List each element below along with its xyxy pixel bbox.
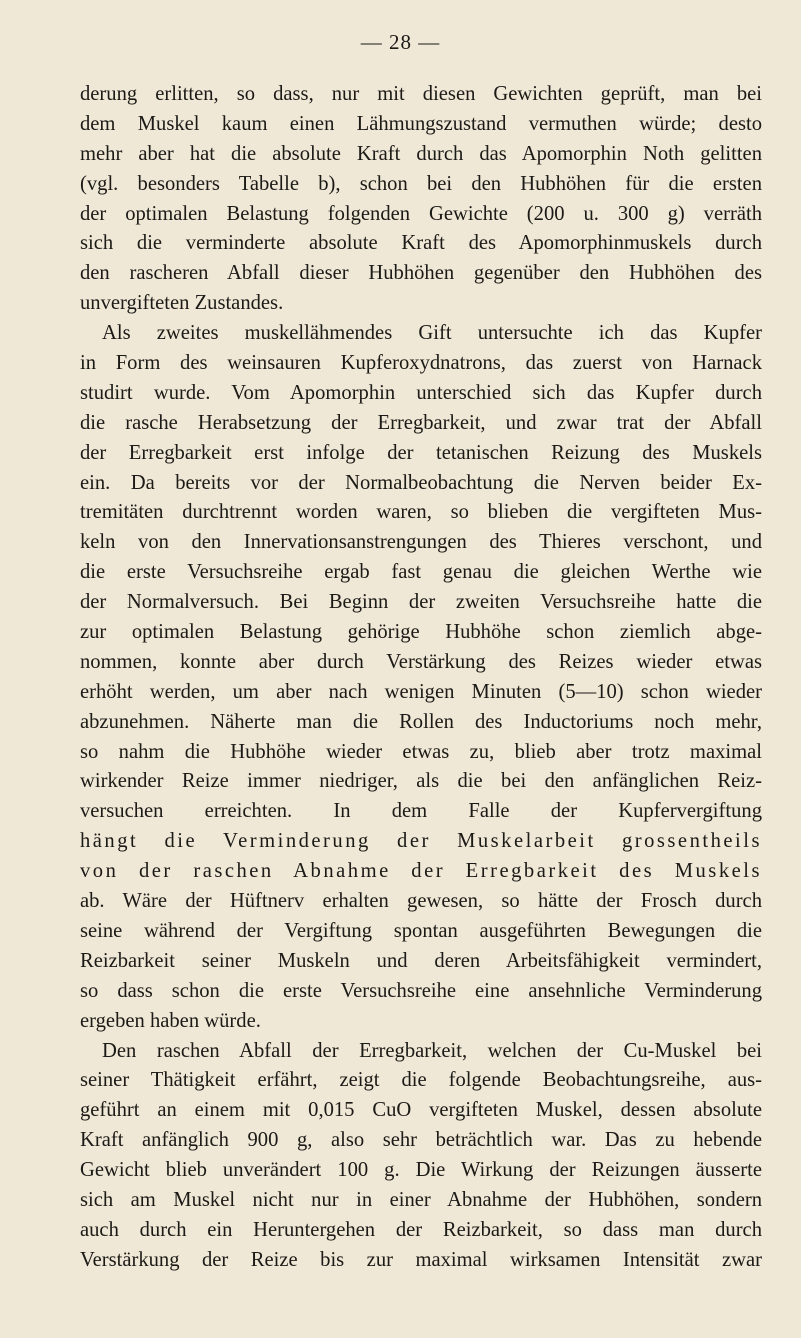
text-line: so dass schon die erste Versuchsreihe eine ansehnliche Verminderung [80, 979, 762, 1002]
text-line: die rasche Herabsetzung der Erregbarkeit, und zwar trat der Abfall [80, 411, 762, 434]
text-line: ein. Da bereits vor der Normalbeobachtung die Nerven beider Ex- [80, 471, 762, 494]
text-line: in Form des weinsauren Kupferoxydnatrons, das zuerst von Harnack [80, 352, 762, 375]
text-line: der optimalen Belastung folgenden Gewichte (200 u. 300 g) verräth [80, 202, 762, 225]
paragraph-3 [80, 1037, 762, 1276]
text-line: ab. Wäre der Hüftnerv erhalten gewesen, so hätte der Frosch durch [80, 890, 762, 913]
text-line: dem Muskel kaum einen Lähmungszustand vermuthen würde; desto [80, 112, 762, 135]
paragraph-2 [80, 319, 762, 1036]
text-line: ergeben haben würde. [80, 1009, 261, 1032]
text-line: seiner Thätigkeit erfährt, zeigt die folgende Beobachtungsreihe, aus- [80, 1069, 762, 1092]
text-line: derung erlitten, so dass, nur mit diesen Gewichten geprüft, man bei [80, 83, 762, 105]
text-line: der Normalversuch. Bei Beginn der zweiten Versuchsreihe hatte die [80, 591, 762, 614]
text-line: erhöht werden, um aber nach wenigen Minuten (5—10) schon wieder [80, 680, 762, 703]
text-line: nommen, konnte aber durch Verstärkung des Reizes wieder etwas [80, 650, 762, 673]
text-line: keln von den Innervationsanstrengungen des Thieres verschont, und [80, 531, 762, 554]
text-line: so nahm die Hubhöhe wieder etwas zu, blieb aber trotz maximal [80, 740, 762, 763]
body-text [80, 80, 762, 1276]
text-line: Reizbarkeit seiner Muskeln und deren Arbeitsfähigkeit vermindert, [80, 949, 762, 972]
text-line: den rascheren Abfall dieser Hubhöhen gegenüber den Hubhöhen des [80, 262, 762, 285]
text-line: tremitäten durchtrennt worden waren, so blieben die vergifteten Mus- [80, 501, 762, 524]
text-line: wirkender Reize immer niedriger, als die bei den anfänglichen Reiz- [80, 770, 762, 793]
text-line: seine während der Vergiftung spontan ausgeführten Bewegungen die [80, 919, 762, 942]
text-line: der Erregbarkeit erst infolge der tetanischen Reizung des Muskels [80, 441, 762, 464]
text-line: versuchen erreichten. In dem Falle der Kupfervergiftung [80, 800, 762, 823]
text-line: Kraft anfänglich 900 g, also sehr beträchtlich war. Das zu hebende [80, 1129, 762, 1152]
text-line: Den raschen Abfall der Erregbarkeit, welchen der Cu-Muskel bei [102, 1039, 762, 1062]
text-line: geführt an einem mit 0,015 CuO vergifteten Muskel, dessen absolute [80, 1099, 762, 1122]
text-line: Verstärkung der Reize bis zur maximal wirksamen Intensität zwar [80, 1248, 762, 1271]
text-line: mehr aber hat die absolute Kraft durch das Apomorphin Noth gelitten [80, 142, 762, 165]
text-line: Gewicht blieb unverändert 100 g. Die Wirkung der Reizungen äusserte [80, 1159, 762, 1182]
text-line: auch durch ein Heruntergehen der Reizbarkeit, so dass man durch [80, 1218, 762, 1241]
page-number: — 28 — [360, 30, 441, 54]
emphasized-text-line: hängt die Verminderung der Muskelarbeit grossentheils [80, 830, 762, 853]
text-line: abzunehmen. Näherte man die Rollen des Inductoriums noch mehr, [80, 710, 762, 733]
text-line: zur optimalen Belastung gehörige Hubhöhe schon ziemlich abge- [80, 621, 762, 644]
emphasized-text-line: von der raschen Abnahme der Erregbarkeit des Muskels [80, 860, 762, 883]
text-line: unvergifteten Zustandes. [80, 292, 284, 315]
text-line: die erste Versuchsreihe ergab fast genau die gleichen Werthe wie [80, 561, 762, 584]
text-line: sich am Muskel nicht nur in einer Abnahme der Hubhöhen, sondern [80, 1188, 762, 1211]
text-line: sich die verminderte absolute Kraft des Apomorphinmuskels durch [80, 232, 762, 255]
paragraph-1 [80, 80, 762, 319]
text-line: Als zweites muskellähmendes Gift untersuchte ich das Kupfer [102, 322, 762, 345]
text-line: (vgl. besonders Tabelle b), schon bei den Hubhöhen für die ersten [80, 172, 762, 195]
text-line: studirt wurde. Vom Apomorphin unterschied sich das Kupfer durch [80, 381, 762, 404]
